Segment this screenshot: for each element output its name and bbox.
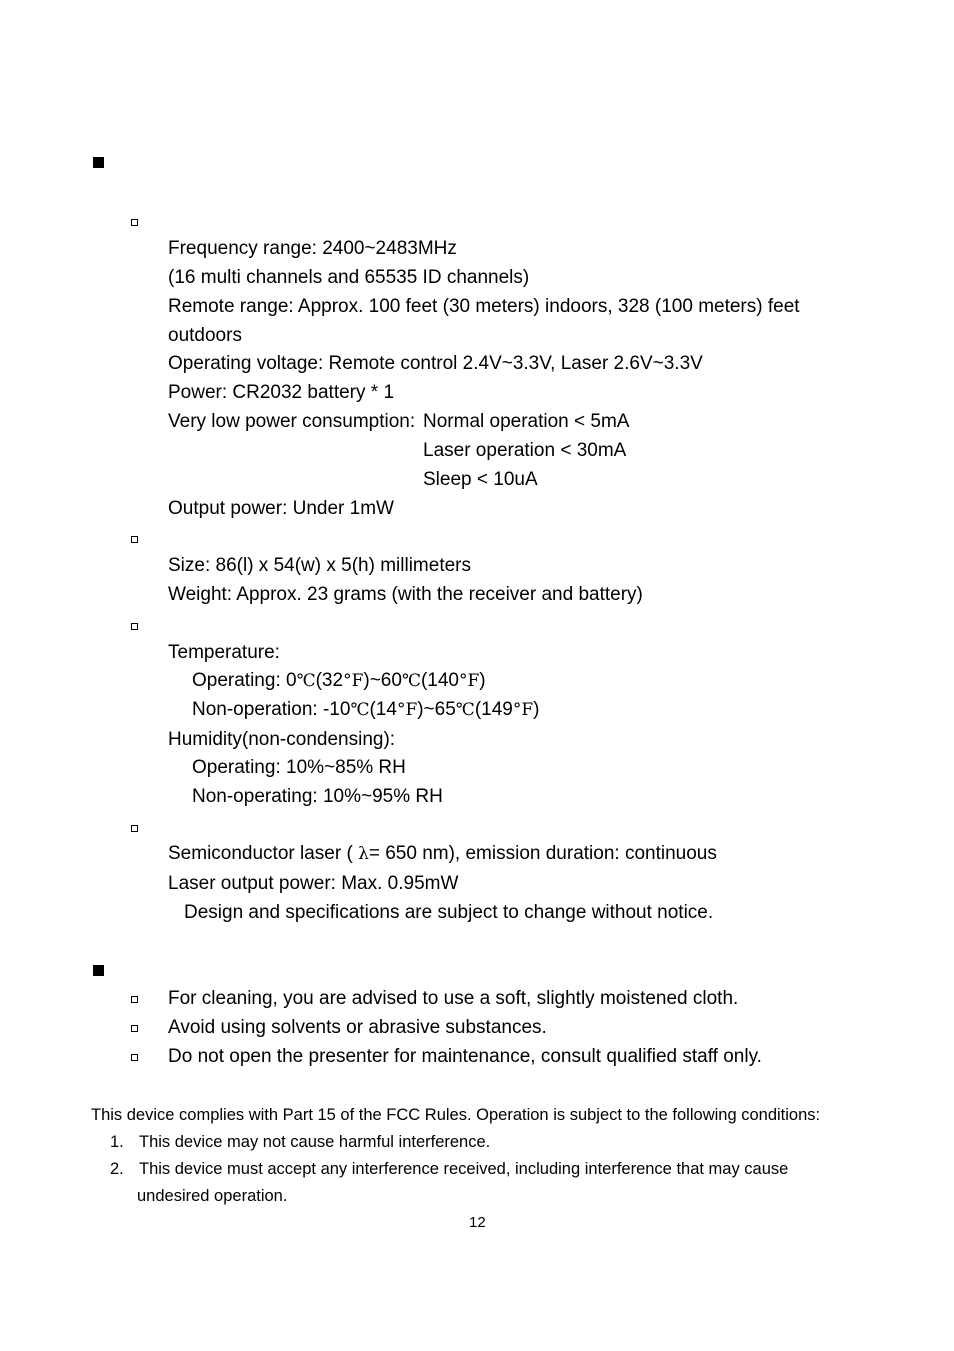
temp-op-mid1: (32: [315, 670, 344, 691]
spec-notice: Design and specifications are subject to change without notice.: [184, 902, 714, 923]
spec-humidity-non-operating: Non-operating: 10%~95% RH: [192, 786, 443, 807]
temp-non-mid3: (149: [474, 699, 513, 720]
spec-consumption-label: Very low power consumption:: [168, 411, 416, 432]
spec-frequency: Frequency range: 2400~2483MHz: [168, 238, 457, 259]
spec-temp-operating: [192, 669, 486, 693]
celsius-symbol: ℃: [455, 700, 475, 720]
temp-op-mid3: (140: [420, 670, 459, 691]
temp-op-end: ): [479, 670, 486, 691]
spec-temp-non-operation: [192, 698, 539, 722]
sub-bullet-laser: [131, 825, 138, 832]
fahrenheit-symbol: °F: [459, 671, 480, 691]
temp-op-prefix: Operating: 0: [192, 670, 297, 691]
maintenance-item: Avoid using solvents or abrasive substances.: [168, 1017, 547, 1038]
spec-temperature-label: Temperature:: [168, 642, 280, 663]
spec-remote-range-cont: outdoors: [168, 325, 242, 346]
spec-channels: (16 multi channels and 65535 ID channels): [168, 267, 530, 288]
maintenance-item: Do not open the presenter for maintenance, consult qualified staff only.: [168, 1046, 762, 1067]
spec-remote-range: Remote range: Approx. 100 feet (30 meters) indoors, 328 (100 meters) feet: [168, 296, 800, 317]
fahrenheit-symbol: °F: [343, 671, 364, 691]
spec-humidity-label: Humidity(non-condensing):: [168, 729, 396, 750]
section-bullet-specifications: [93, 157, 104, 168]
celsius-symbol: ℃: [401, 671, 421, 691]
spec-size: Size: 86(l) x 54(w) x 5(h) millimeters: [168, 555, 471, 576]
fcc-item-number: 1.: [110, 1133, 124, 1151]
page-number: 12: [469, 1214, 486, 1231]
fahrenheit-symbol: °F: [512, 700, 534, 720]
spec-humidity-operating: Operating: 10%~85% RH: [192, 757, 406, 778]
lambda-symbol: λ: [358, 844, 369, 864]
spec-consumption-laser: Laser operation < 30mA: [423, 440, 627, 461]
spec-weight: Weight: Approx. 23 grams (with the receiver and battery): [168, 584, 643, 605]
temp-op-mid2: )~60: [363, 670, 402, 691]
maintenance-bullet: [131, 996, 138, 1003]
sub-bullet-environment: [131, 623, 138, 630]
celsius-symbol: ℃: [296, 671, 316, 691]
spec-consumption-normal: Normal operation < 5mA: [423, 411, 630, 432]
temp-non-end: ): [533, 699, 540, 720]
temp-non-prefix: Non-operation: -10: [192, 699, 351, 720]
spec-output-power: Output power: Under 1mW: [168, 498, 394, 519]
sub-bullet-physical: [131, 536, 138, 543]
laser-suffix: = 650 nm), emission duration: continuous: [368, 843, 717, 864]
spec-voltage: Operating voltage: Remote control 2.4V~3.3V, Laser 2.6V~3.3V: [168, 353, 703, 374]
laser-prefix: Semiconductor laser (: [168, 843, 353, 864]
fcc-intro: This device complies with Part 15 of the FCC Rules. Operation is subject to the following conditions:: [91, 1106, 821, 1124]
spec-power: Power: CR2032 battery * 1: [168, 382, 395, 403]
section-bullet-maintenance: [93, 965, 104, 976]
fcc-item-number: 2.: [110, 1160, 124, 1178]
sub-bullet-radio: [131, 219, 138, 226]
spec-laser-output: Laser output power: Max. 0.95mW: [168, 873, 459, 894]
maintenance-bullet: [131, 1025, 138, 1032]
spec-consumption-sleep: Sleep < 10uA: [423, 469, 538, 490]
fahrenheit-symbol: °F: [396, 700, 418, 720]
celsius-symbol: ℃: [350, 700, 370, 720]
fcc-item-2: This device must accept any interference received, including interference that may cause: [139, 1160, 789, 1178]
temp-non-mid1: (14: [369, 699, 397, 720]
spec-semiconductor-laser: [168, 842, 717, 866]
maintenance-bullet: [131, 1054, 138, 1061]
temp-non-mid2: )~65: [417, 699, 456, 720]
fcc-item-1: This device may not cause harmful interference.: [139, 1133, 491, 1151]
maintenance-item: For cleaning, you are advised to use a soft, slightly moistened cloth.: [168, 988, 739, 1009]
fcc-item-2-cont: undesired operation.: [137, 1187, 288, 1205]
